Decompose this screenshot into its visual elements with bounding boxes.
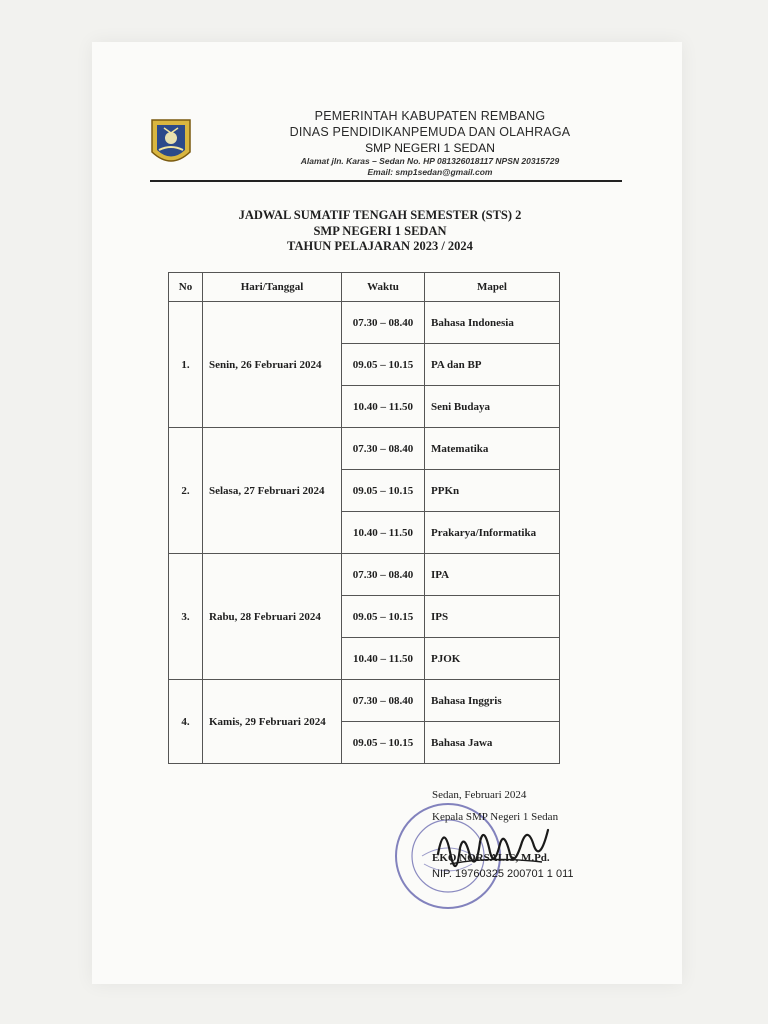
header-time: Waktu xyxy=(342,273,425,302)
session-subject: PJOK xyxy=(425,638,560,680)
table-row xyxy=(169,680,560,722)
day-date: Selasa, 27 Februari 2024 xyxy=(203,428,342,554)
day-date: Rabu, 28 Februari 2024 xyxy=(203,554,342,680)
letterhead-rule xyxy=(150,180,622,182)
session-time: 10.40 – 11.50 xyxy=(342,512,425,554)
schedule-table xyxy=(168,272,560,764)
session-time: 09.05 – 10.15 xyxy=(342,596,425,638)
session-subject: Matematika xyxy=(425,428,560,470)
session-subject: Bahasa Jawa xyxy=(425,722,560,764)
session-subject: Seni Budaya xyxy=(425,386,560,428)
session-time: 07.30 – 08.40 xyxy=(342,680,425,722)
session-time: 07.30 – 08.40 xyxy=(342,554,425,596)
header-day-date: Hari/Tanggal xyxy=(203,273,342,302)
session-subject: Bahasa Indonesia xyxy=(425,302,560,344)
session-subject: IPS xyxy=(425,596,560,638)
title-line-2: SMP NEGERI 1 SEDAN xyxy=(313,223,447,238)
session-time: 10.40 – 11.50 xyxy=(342,638,425,680)
table-header-row xyxy=(169,273,560,302)
regency-logo-icon xyxy=(150,118,192,170)
signer-name: EKO NORSALIS, M.Pd. xyxy=(432,852,550,864)
letterhead xyxy=(230,108,630,178)
signer-position: Kepala SMP Negeri 1 Sedan xyxy=(432,811,559,823)
school-email: Email: smp1sedan@gmail.com xyxy=(367,167,493,177)
day-number: 3. xyxy=(169,554,203,680)
session-subject: PA dan BP xyxy=(425,344,560,386)
session-subject: PPKn xyxy=(425,470,560,512)
day-date: Kamis, 29 Februari 2024 xyxy=(203,680,342,764)
day-number: 4. xyxy=(169,680,203,764)
document-title xyxy=(160,208,600,255)
title-line-3: TAHUN PELAJARAN 2023 / 2024 xyxy=(287,239,473,253)
session-time: 09.05 – 10.15 xyxy=(342,470,425,512)
session-time: 09.05 – 10.15 xyxy=(342,722,425,764)
session-time: 09.05 – 10.15 xyxy=(342,344,425,386)
school-name: SMP NEGERI 1 SEDAN xyxy=(365,141,495,155)
day-date: Senin, 26 Februari 2024 xyxy=(203,302,342,428)
session-time: 07.30 – 08.40 xyxy=(342,302,425,344)
signer-nip: NIP. 19760325 200701 1 011 xyxy=(432,868,574,880)
session-subject: IPA xyxy=(425,554,560,596)
session-time: 10.40 – 11.50 xyxy=(342,386,425,428)
title-line-1: JADWAL SUMATIF TENGAH SEMESTER (STS) 2 xyxy=(238,208,522,222)
school-address: Alamat jln. Karas – Sedan No. HP 081326018117 NPSN 20315729 xyxy=(300,156,560,166)
government-name: PEMERINTAH KABUPATEN REMBANG xyxy=(314,109,546,123)
day-number: 2. xyxy=(169,428,203,554)
session-time: 07.30 – 08.40 xyxy=(342,428,425,470)
department-name: DINAS PENDIDIKANPEMUDA DAN OLAHRAGA xyxy=(289,125,571,139)
header-no: No xyxy=(169,273,203,302)
header-subject: Mapel xyxy=(425,273,560,302)
table-row xyxy=(169,428,560,470)
day-number: 1. xyxy=(169,302,203,428)
place-date: Sedan, Februari 2024 xyxy=(432,789,527,801)
session-subject: Prakarya/Informatika xyxy=(425,512,560,554)
table-row xyxy=(169,554,560,596)
table-row xyxy=(169,302,560,344)
session-subject: Bahasa Inggris xyxy=(425,680,560,722)
signature-block xyxy=(432,784,574,882)
